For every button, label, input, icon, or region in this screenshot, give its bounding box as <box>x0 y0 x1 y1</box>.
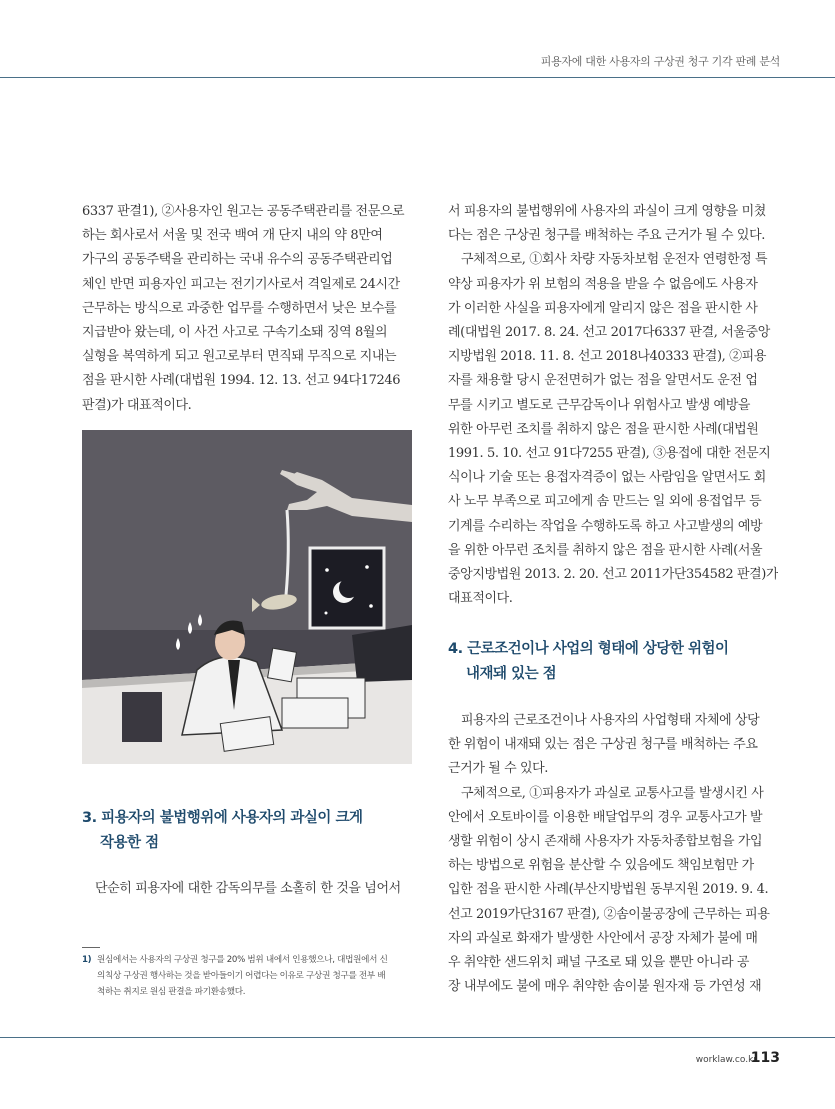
intro-paragraph <box>82 200 412 418</box>
text-line: 기계를 수리하는 작업을 수행하도록 하고 사고발생의 예방 <box>448 518 763 534</box>
section-4-body <box>448 709 778 999</box>
footnote-rule <box>82 947 100 948</box>
text-line: 지급받아 왔는데, 이 사건 사고로 구속기소돼 징역 8월의 <box>82 325 388 341</box>
text-line: 6337 판결1), ②사용자인 원고는 공동주택관리를 전문으로 <box>82 204 405 219</box>
text-line: 실형을 복역하게 되고 원고로부터 면직돼 무직으로 지내는 <box>82 349 397 365</box>
footnote-line: 척하는 취지로 원심 판결을 파기환송했다. <box>97 987 246 997</box>
section-4-title-line1: 4. 근로조건이나 사업의 형태에 상당한 위험이 <box>448 641 729 657</box>
section-4-title <box>448 637 778 687</box>
footnote <box>82 952 412 1000</box>
footer-rule <box>0 1037 835 1038</box>
section-3-body <box>82 877 412 901</box>
text-line: 가구의 공동주택을 관리하는 국내 유수의 공동주택관리업 <box>82 252 393 268</box>
section-3-paragraph <box>82 877 412 901</box>
text-line: 대표적이다. <box>448 591 513 607</box>
paragraph-4 <box>448 782 778 1000</box>
text-line: 우 취약한 샌드위치 패널 구조로 돼 있을 뿐만 아니라 공 <box>448 955 750 971</box>
text-line: 가 이러한 사실을 피용자에게 알리지 않은 점을 판시한 사 <box>448 300 758 316</box>
text-line: 피용자의 근로조건이나 사용자의 사업형태 자체에 상당 <box>461 713 760 728</box>
text-line: 약상 피용자가 위 보험의 적용을 받을 수 없음에도 사용자 <box>448 276 758 292</box>
text-line: 입한 점을 판시한 사례(부산지방법원 동부지원 2019. 9. 4. <box>448 882 769 898</box>
text-line: 사 노무 부족으로 피고에게 솜 만드는 일 외에 용접업무 등 <box>448 494 762 510</box>
text-line: 구체적으로, ①회사 차량 자동차보험 운전자 연령한정 특 <box>461 252 768 268</box>
office-worker-illustration <box>82 430 412 764</box>
section-3-title <box>82 806 412 856</box>
text-line: 체인 반면 피용자인 피고는 전기기사로서 격일제로 24시간 <box>82 276 400 292</box>
text-line: 서 피용자의 불법행위에 사용자의 과실이 크게 영향을 미쳤 <box>448 204 766 219</box>
section-3-title-line1: 3. 피용자의 불법행위에 사용자의 과실이 크게 <box>82 810 363 826</box>
text-line: 근거가 될 수 있다. <box>448 761 549 777</box>
text-line: 자를 채용할 당시 운전면허가 없는 점을 알면서도 운전 업 <box>448 373 758 389</box>
paragraph-3 <box>448 709 778 782</box>
text-line: 하는 회사로서 서울 및 전국 백여 개 단지 내의 약 8만여 <box>82 228 383 244</box>
section-3-title-line2: 작용한 점 <box>100 835 159 851</box>
text-line: 점을 판시한 사례(대법원 1994. 12. 13. 선고 94다17246 <box>82 373 401 389</box>
footnote-line: 의칙상 구상권 행사하는 것을 받아들이기 어렵다는 이유로 구상권 청구를 전부 배 <box>97 971 386 981</box>
footer-website: worklaw.co.kr <box>695 1055 757 1065</box>
text-line: 식이나 기술 또는 용접자격증이 없는 사람임을 알면서도 회 <box>448 470 766 486</box>
paragraph-1 <box>448 200 778 248</box>
text-line: 무를 시키고 별도로 근무감독이나 위험사고 발생 예방을 <box>448 397 751 413</box>
text-line: 구체적으로, ①피용자가 과실로 교통사고를 발생시킨 사 <box>461 785 764 801</box>
running-header: 피용자에 대한 사용자의 구상권 청구 기각 판례 분석 <box>540 55 780 68</box>
section-3 <box>82 806 412 856</box>
text-line: 위한 아무런 조치를 취하지 않은 점을 판시한 사례(대법원 <box>448 421 759 437</box>
text-line: 지방법원 2018. 11. 8. 선고 2018나40333 판결), ②피용 <box>448 349 767 365</box>
text-line: 자의 과실로 화재가 발생한 사안에서 공장 자체가 불에 매 <box>448 930 758 946</box>
page-number: 113 <box>750 1050 780 1066</box>
section-4-title-line2: 내재돼 있는 점 <box>466 666 557 682</box>
text-line: 한 위험이 내재돼 있는 점은 구상권 청구를 배척하는 주요 <box>448 737 758 753</box>
text-line: 안에서 오토바이를 이용한 배달업무의 경우 교통사고가 발 <box>448 809 763 825</box>
text-line: 단순히 피용자에 대한 감독의무를 소홀히 한 것을 넘어서 <box>95 881 401 896</box>
text-line: 다는 점은 구상권 청구를 배척하는 주요 근거가 될 수 있다. <box>448 228 765 244</box>
text-line: 생할 위험이 상시 존재해 사용자가 자동차종합보험을 가입 <box>448 834 763 850</box>
text-line: 판결)가 대표적이다. <box>82 397 192 413</box>
text-line: 장 내부에도 불에 매우 취약한 솜이불 원자재 등 가연성 재 <box>448 979 762 995</box>
footnote-line: 원심에서는 사용자의 구상권 청구를 20% 범위 내에서 인용했으나, 대법원에서 신 <box>97 955 388 965</box>
text-line: 을 위한 아무런 조치를 취하지 않은 점을 판시한 사례(서울 <box>448 542 763 558</box>
paragraph-2 <box>448 248 778 611</box>
text-line: 선고 2019가단3167 판결), ②솜이불공장에 근무하는 피용 <box>448 906 770 922</box>
footnote-number: 1) <box>82 955 92 965</box>
section-4 <box>448 637 778 687</box>
text-line: 중앙지방법원 2013. 2. 20. 선고 2011가단354582 판결)가 <box>448 567 778 583</box>
text-line: 근무하는 방식으로 과중한 업무를 수행하면서 낮은 보수를 <box>82 300 397 316</box>
text-line: 하는 방법으로 위험을 분산할 수 있음에도 책임보험만 가 <box>448 858 754 874</box>
right-column <box>448 200 778 611</box>
text-line: 1991. 5. 10. 선고 91다7255 판결), ③용접에 대한 전문지 <box>448 446 771 462</box>
header-rule <box>0 77 835 78</box>
left-column <box>82 200 412 418</box>
illustration-graphic <box>82 430 412 764</box>
text-line: 례(대법원 2017. 8. 24. 선고 2017다6337 판결, 서울중앙 <box>448 325 770 341</box>
